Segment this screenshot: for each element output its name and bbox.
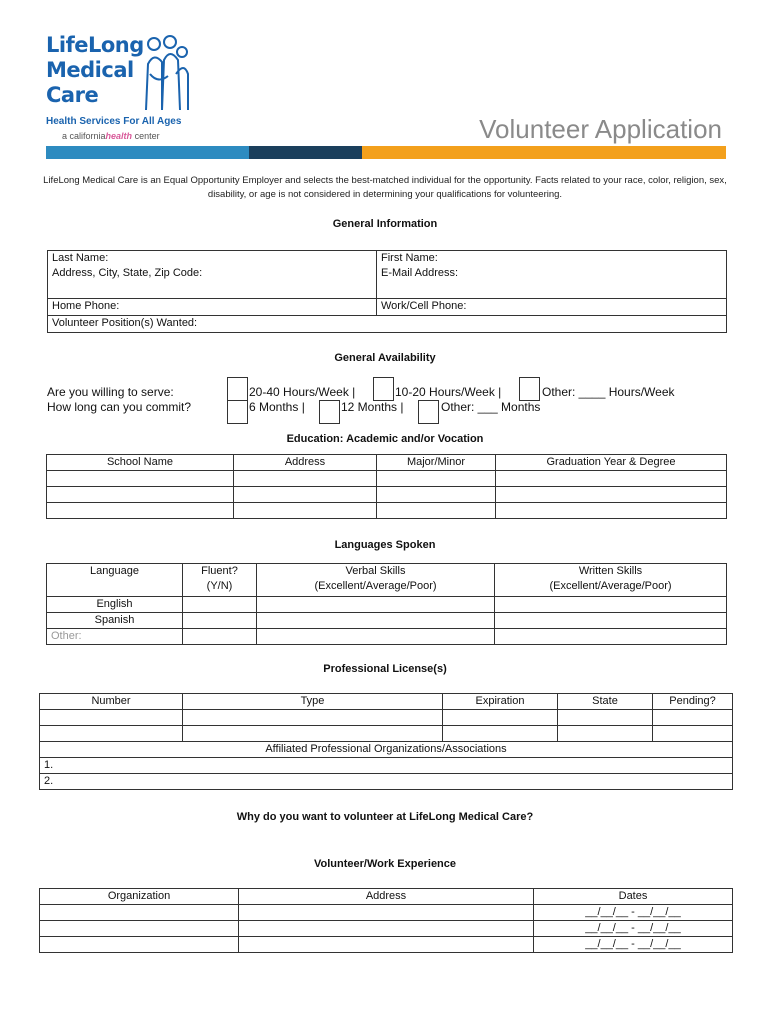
question-why-volunteer: Why do you want to volunteer at LifeLong Medical Care? [236,811,534,823]
license-cell[interactable] [443,710,558,726]
experience-cell[interactable] [40,905,239,921]
license-cell[interactable] [443,726,558,742]
checkbox-other-hours[interactable] [519,377,540,401]
education-cell[interactable] [496,503,727,519]
language-spanish: Spanish [47,613,183,629]
section-languages: Languages Spoken [334,539,436,551]
education-cell[interactable] [377,487,496,503]
verbal-header-line2: (Excellent/Average/Poor) [314,580,437,592]
affiliated-item-1[interactable]: 1. [40,758,733,774]
table-row [40,905,733,921]
checkbox-6-months[interactable] [227,400,248,424]
education-cell[interactable] [234,487,377,503]
first-name-field[interactable]: First Name: [377,251,727,267]
license-header-type: Type [183,694,443,710]
licenses-table [39,693,733,790]
education-table [46,454,727,519]
table-row [40,726,733,742]
brand-tagline: Health Services For All Ages [46,116,182,127]
section-general-info: General Information [332,218,438,230]
label-12-months: 12 Months | [341,400,404,414]
table-row [40,710,733,726]
education-header-address: Address [234,455,377,471]
language-cell[interactable] [495,613,727,629]
table-row [47,503,727,519]
experience-table [39,888,733,953]
checkbox-20-40-hours[interactable] [227,377,248,401]
education-cell[interactable] [47,471,234,487]
question-commit: How long can you commit? [47,400,192,414]
experience-header-organization: Organization [40,889,239,905]
section-experience: Volunteer/Work Experience [313,858,457,870]
affiliated-item-2[interactable]: 2. [40,774,733,790]
header-bar-orange [362,146,726,159]
license-header-pending: Pending? [653,694,733,710]
section-availability: General Availability [334,352,436,364]
experience-cell[interactable] [40,937,239,953]
license-cell[interactable] [183,710,443,726]
home-phone-field[interactable]: Home Phone: [48,299,377,316]
education-cell[interactable] [47,487,234,503]
logo-text-medical: Medical [46,58,134,82]
education-header-graduation: Graduation Year & Degree [496,455,727,471]
written-header-line1: Written Skills [578,565,643,577]
education-cell[interactable] [377,503,496,519]
position-field[interactable]: Volunteer Position(s) Wanted: [48,316,727,333]
license-cell[interactable] [653,726,733,742]
table-row [40,937,733,953]
last-name-field[interactable]: Last Name: [48,251,377,267]
license-cell[interactable] [40,726,183,742]
subtag-prefix: a california [62,131,106,141]
affiliated-organizations-header: Affiliated Professional Organizations/Associations [40,742,733,758]
address-field[interactable]: Address, City, State, Zip Code: [48,266,377,299]
label-10-20-hours: 10-20 Hours/Week | [395,385,502,399]
language-cell[interactable] [257,613,495,629]
language-cell[interactable] [257,597,495,613]
experience-header-address: Address [239,889,534,905]
subtag-suffix: center [134,131,160,141]
logo-text-lifelong: LifeLong [46,33,144,57]
header-bar-teal [46,146,249,159]
experience-dates[interactable]: __/__/__ - __/__/__ [534,905,733,921]
language-cell[interactable] [183,629,257,645]
language-cell[interactable] [495,629,727,645]
family-logo-icon [140,34,192,114]
verbal-header-line1: Verbal Skills [345,565,406,577]
label-20-40-hours: 20-40 Hours/Week | [249,385,356,399]
education-cell[interactable] [234,471,377,487]
table-row [47,487,727,503]
language-other[interactable]: Other: [47,629,183,645]
question-willing: Are you willing to serve: [47,385,174,399]
languages-header-language: Language [47,564,183,597]
header-bar-navy [249,146,362,159]
email-field[interactable]: E-Mail Address: [377,266,727,299]
education-cell[interactable] [47,503,234,519]
license-cell[interactable] [183,726,443,742]
brand-subtag [62,131,160,141]
experience-dates[interactable]: __/__/__ - __/__/__ [534,921,733,937]
license-cell[interactable] [558,710,653,726]
experience-cell[interactable] [239,937,534,953]
table-row [47,613,727,629]
languages-header-fluent [183,564,257,597]
license-header-state: State [558,694,653,710]
section-licenses: Professional License(s) [323,663,447,675]
checkbox-10-20-hours[interactable] [373,377,394,401]
logo-text-care: Care [46,83,99,107]
experience-cell[interactable] [40,921,239,937]
language-cell[interactable] [183,613,257,629]
table-row [40,921,733,937]
experience-cell[interactable] [239,921,534,937]
table-row [47,597,727,613]
license-header-number: Number [40,694,183,710]
language-cell[interactable] [257,629,495,645]
label-other-hours: Other: ____ Hours/Week [542,385,675,399]
experience-cell[interactable] [239,905,534,921]
page-title: Volunteer Application [479,114,722,144]
subtag-health: health [105,131,133,141]
experience-header-dates: Dates [534,889,733,905]
education-cell[interactable] [234,503,377,519]
checkbox-other-months[interactable] [418,400,439,424]
work-phone-field[interactable]: Work/Cell Phone: [377,299,727,316]
general-info-table [47,250,727,333]
label-other-months: Other: ___ Months [441,400,541,414]
section-education: Education: Academic and/or Vocation [286,433,484,445]
education-cell[interactable] [377,471,496,487]
table-row [47,629,727,645]
education-header-major: Major/Minor [377,455,496,471]
languages-header-verbal [257,564,495,597]
written-header-line2: (Excellent/Average/Poor) [549,580,672,592]
license-header-expiration: Expiration [443,694,558,710]
license-cell[interactable] [40,710,183,726]
checkbox-12-months[interactable] [319,400,340,424]
intro-statement: LifeLong Medical Care is an Equal Opportunity Employer and selects the best-matched individual for the opportunity. Facts related to your race, color, religion, sex, disability, or age is not considered in determining your qualifications for volunteering. [43,175,727,200]
experience-dates[interactable]: __/__/__ - __/__/__ [534,937,733,953]
fluent-header-line2: (Y/N) [206,580,233,592]
table-row [47,471,727,487]
language-cell[interactable] [183,597,257,613]
education-cell[interactable] [496,471,727,487]
languages-header-written [495,564,727,597]
license-cell[interactable] [558,726,653,742]
education-cell[interactable] [496,487,727,503]
language-english: English [47,597,183,613]
languages-table [46,563,727,645]
label-6-months: 6 Months | [249,400,305,414]
language-cell[interactable] [495,597,727,613]
fluent-header-line1: Fluent? [201,565,238,577]
education-header-school: School Name [47,455,234,471]
license-cell[interactable] [653,710,733,726]
